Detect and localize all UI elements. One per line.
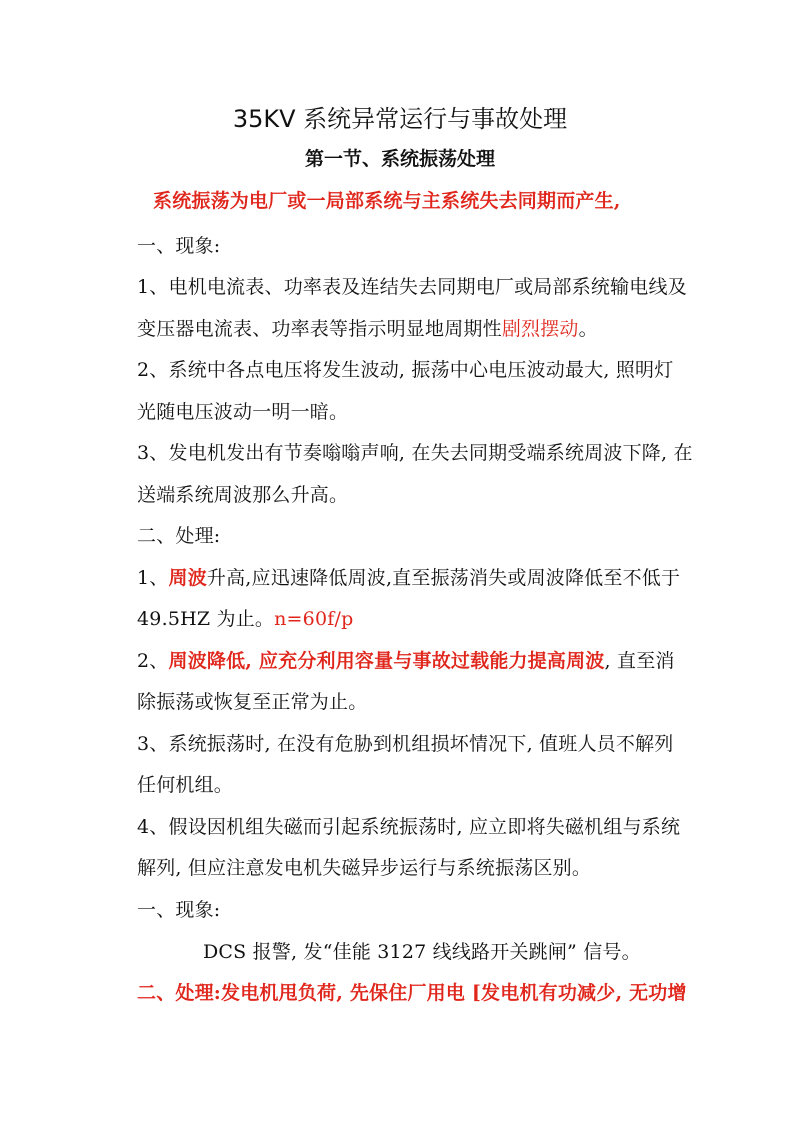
handling-1-line-2 <box>137 607 697 631</box>
last-line <box>137 981 687 1005</box>
handling-2-text: , 直至消 <box>604 650 675 672</box>
handling-2-line-2: 除振荡或恢复至正常为止。 <box>137 691 368 713</box>
handling-3-line-1: 3、系统振荡时, 在没有危胁到机组损坏情况下, 值班人员不解列 <box>137 733 674 755</box>
heading-phenomenon: 一、现象: <box>137 235 221 257</box>
handling-2-prefix: 2、 <box>137 650 169 672</box>
intro-paragraph: 系统振荡为电厂或一局部系统与主系统失去同期而产生, <box>153 190 621 212</box>
handling-1-prefix: 1、 <box>137 567 169 589</box>
phenomenon-3-line-2: 送端系统周波那么升高。 <box>137 484 349 506</box>
phenomenon-1-highlight: 剧烈摆动 <box>501 318 579 340</box>
phenomenon-3-line-1: 3、发电机发出有节奏嗡嗡声响, 在失去同期受端系统周波下降, 在 <box>137 442 693 464</box>
handling-3-line-2: 任何机组。 <box>137 774 234 796</box>
handling-2-highlight: 周波降低, 应充分利用容量与事故过载能力提高周波 <box>168 650 605 672</box>
handling-1-highlight: 周波 <box>168 567 207 589</box>
handling-4-line-1: 4、假设因机组失磁而引起系统振荡时, 应立即将失磁机组与系统 <box>137 816 681 838</box>
handling-4-line-2: 解列, 但应注意发电机失磁异步运行与系统振荡区别。 <box>137 857 592 879</box>
heading-phenomenon-2: 一、现象: <box>137 899 221 921</box>
phenomenon-2-line-1: 2、系统中各点电压将发生波动, 振荡中心电压波动最大, 照明灯 <box>137 359 674 381</box>
phenomenon-1-line-2 <box>137 317 697 341</box>
handling-2-line-1 <box>137 649 697 673</box>
handling-1-formula: n=60f/p <box>274 608 354 630</box>
section-title: 第一节、系统振荡处理 <box>304 148 495 170</box>
phenomenon-1-end: 。 <box>578 318 598 340</box>
phenomenon-1-text: 变压器电流表、功率表等指示明显地周期性 <box>137 318 502 340</box>
signal-line: DCS 报警, 发“佳能 3127 线线路开关跳闸” 信号。 <box>203 941 641 963</box>
handling-1-value: 49.5HZ 为止。 <box>137 608 275 630</box>
heading-handling: 二、处理: <box>137 525 221 547</box>
phenomenon-2-line-2: 光随电压波动一明一暗。 <box>137 401 349 423</box>
last-heading: 二、处理: <box>137 982 222 1004</box>
document-title: 35KV 系统异常运行与事故处理 <box>232 105 568 133</box>
handling-1-text: 升高,应迅速降低周波,直至振荡消失或周波降低至不低于 <box>206 567 681 589</box>
phenomenon-1-line-1: 1、电机电流表、功率表及连结失去同期电厂或局部系统输电线及 <box>137 276 687 298</box>
last-text: 发电机甩负荷, 先保住厂用电 [发电机有功减少, 无功增 <box>221 982 687 1004</box>
handling-1-line-1 <box>137 566 697 590</box>
